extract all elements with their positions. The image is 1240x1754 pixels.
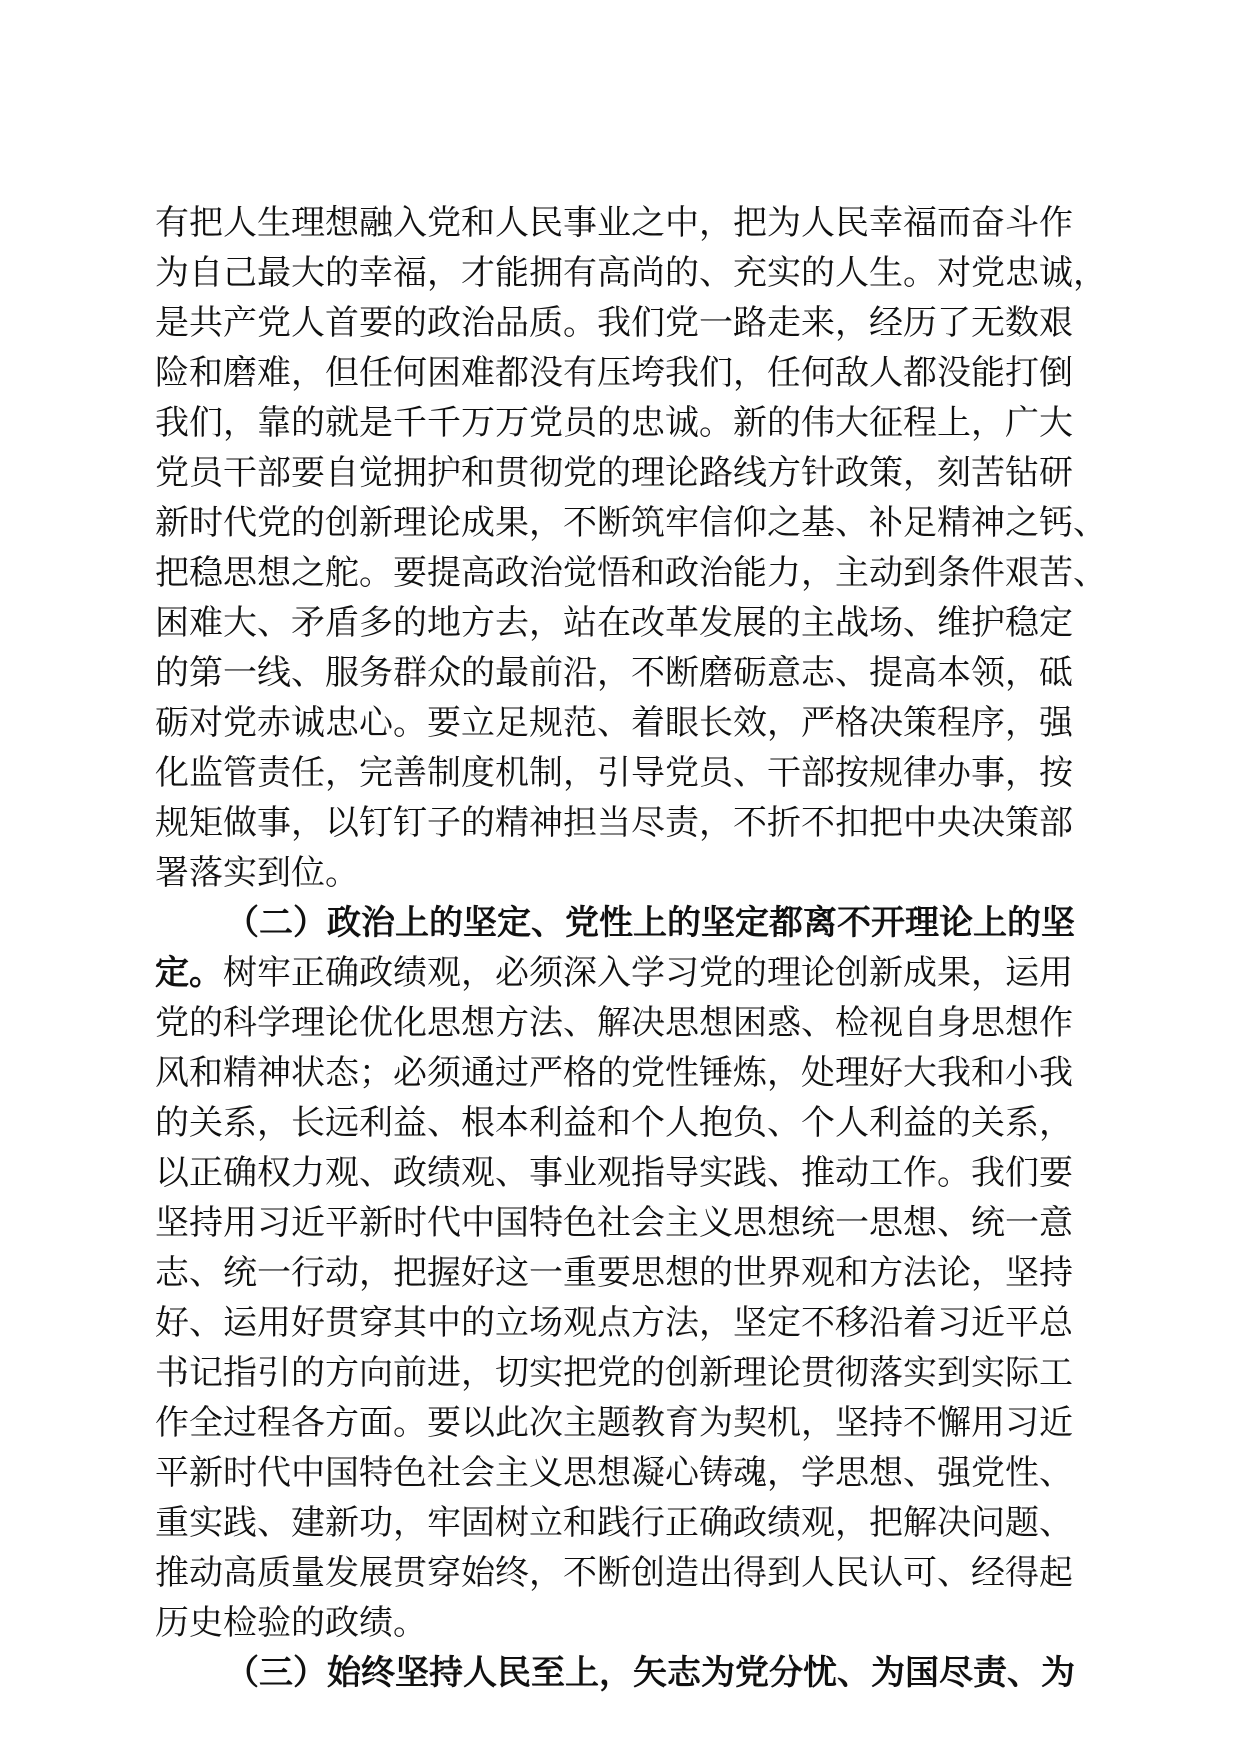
paragraph-text: 以正确权力观、政绩观、事业观指导实践、推动工作。我们要 <box>155 1153 1073 1193</box>
paragraph-text: 署落实到位。 <box>155 853 359 893</box>
body-text-line <box>155 248 1107 298</box>
body-text-line <box>155 398 1090 448</box>
body-text-line <box>155 448 1090 498</box>
body-text-line <box>155 548 1107 598</box>
paragraph-text: 党的科学理论优化思想方法、解决思想困惑、检视自身思想作 <box>155 1003 1073 1043</box>
body-text-line <box>155 348 1090 398</box>
paragraph-text: 险和磨难，但任何困难都没有压垮我们，任何敌人都没能打倒 <box>155 353 1073 393</box>
paragraph-text: 风和精神状态；必须通过严格的党性锤炼，处理好大我和小我 <box>155 1053 1073 1093</box>
body-text-line <box>155 1398 1090 1448</box>
paragraph-text: 困难大、矛盾多的地方去，站在改革发展的主战场、维护稳定 <box>155 603 1073 643</box>
section-heading-text: 定。 <box>155 953 223 993</box>
document-body <box>155 198 1107 1698</box>
body-text-line <box>155 1298 1090 1348</box>
section-heading-line <box>155 898 1090 948</box>
paragraph-text: 党员干部要自觉拥护和贯彻党的理论路线方针政策，刻苦钻研 <box>155 453 1073 493</box>
paragraph-text: 树牢正确政绩观，必须深入学习党的理论创新成果，运用 <box>223 953 1073 993</box>
body-text-line <box>155 1098 1090 1148</box>
paragraph-text: 砺对党赤诚忠心。要立足规范、着眼长效，严格决策程序，强 <box>155 703 1073 743</box>
body-text-line <box>155 1148 1090 1198</box>
paragraph-text: 新时代党的创新理论成果，不断筑牢信仰之基、补足精神之钙、 <box>155 503 1107 543</box>
section-heading-line <box>155 1648 1090 1698</box>
paragraph-text: 平新时代中国特色社会主义思想凝心铸魂，学思想、强党性、 <box>155 1453 1073 1493</box>
body-text-line <box>155 1248 1090 1298</box>
paragraph-text: 作全过程各方面。要以此次主题教育为契机，坚持不懈用习近 <box>155 1403 1073 1443</box>
body-text-line <box>155 948 1090 998</box>
body-text-line <box>155 648 1090 698</box>
paragraph-text: 书记指引的方向前进，切实把党的创新理论贯彻落实到实际工 <box>155 1353 1073 1393</box>
body-text-line <box>155 198 1090 248</box>
body-text-line <box>155 698 1090 748</box>
body-text-line <box>155 1598 1090 1648</box>
paragraph-text: 有把人生理想融入党和人民事业之中，把为人民幸福而奋斗作 <box>155 203 1073 243</box>
paragraph-text: 化监管责任，完善制度机制，引导党员、干部按规律办事，按 <box>155 753 1073 793</box>
body-text-line <box>155 1498 1090 1548</box>
section-heading-text: （三）始终坚持人民至上，矢志为党分忧、为国尽责、为 <box>225 1653 1075 1693</box>
paragraph-text: 重实践、建新功，牢固树立和践行正确政绩观，把解决问题、 <box>155 1503 1073 1543</box>
paragraph-text: 的关系，长远利益、根本利益和个人抱负、个人利益的关系， <box>155 1103 1073 1143</box>
paragraph-text: 坚持用习近平新时代中国特色社会主义思想统一思想、统一意 <box>155 1203 1073 1243</box>
body-text-line <box>155 748 1090 798</box>
body-text-line <box>155 598 1090 648</box>
paragraph-text: 为自己最大的幸福，才能拥有高尚的、充实的人生。对党忠诚， <box>155 253 1107 293</box>
body-text-line <box>155 798 1090 848</box>
body-text-line <box>155 848 1090 898</box>
paragraph-text: 的第一线、服务群众的最前沿，不断磨砺意志、提高本领，砥 <box>155 653 1073 693</box>
paragraph-text: 我们，靠的就是千千万万党员的忠诚。新的伟大征程上，广大 <box>155 403 1073 443</box>
body-text-line <box>155 498 1107 548</box>
body-text-line <box>155 298 1090 348</box>
paragraph-text: 好、运用好贯穿其中的立场观点方法，坚定不移沿着习近平总 <box>155 1303 1073 1343</box>
paragraph-text: 历史检验的政绩。 <box>155 1603 427 1643</box>
body-text-line <box>155 1048 1090 1098</box>
paragraph-text: 志、统一行动，把握好这一重要思想的世界观和方法论，坚持 <box>155 1253 1073 1293</box>
body-text-line <box>155 1348 1090 1398</box>
paragraph-text: 把稳思想之舵。要提高政治觉悟和政治能力，主动到条件艰苦、 <box>155 553 1107 593</box>
paragraph-text: 推动高质量发展贯穿始终，不断创造出得到人民认可、经得起 <box>155 1553 1073 1593</box>
section-heading-text: （二）政治上的坚定、党性上的坚定都离不开理论上的坚 <box>225 903 1075 943</box>
paragraph-text: 是共产党人首要的政治品质。我们党一路走来，经历了无数艰 <box>155 303 1073 343</box>
body-text-line <box>155 1548 1090 1598</box>
body-text-line <box>155 998 1090 1048</box>
body-text-line <box>155 1198 1090 1248</box>
paragraph-text: 规矩做事，以钉钉子的精神担当尽责，不折不扣把中央决策部 <box>155 803 1073 843</box>
body-text-line <box>155 1448 1090 1498</box>
